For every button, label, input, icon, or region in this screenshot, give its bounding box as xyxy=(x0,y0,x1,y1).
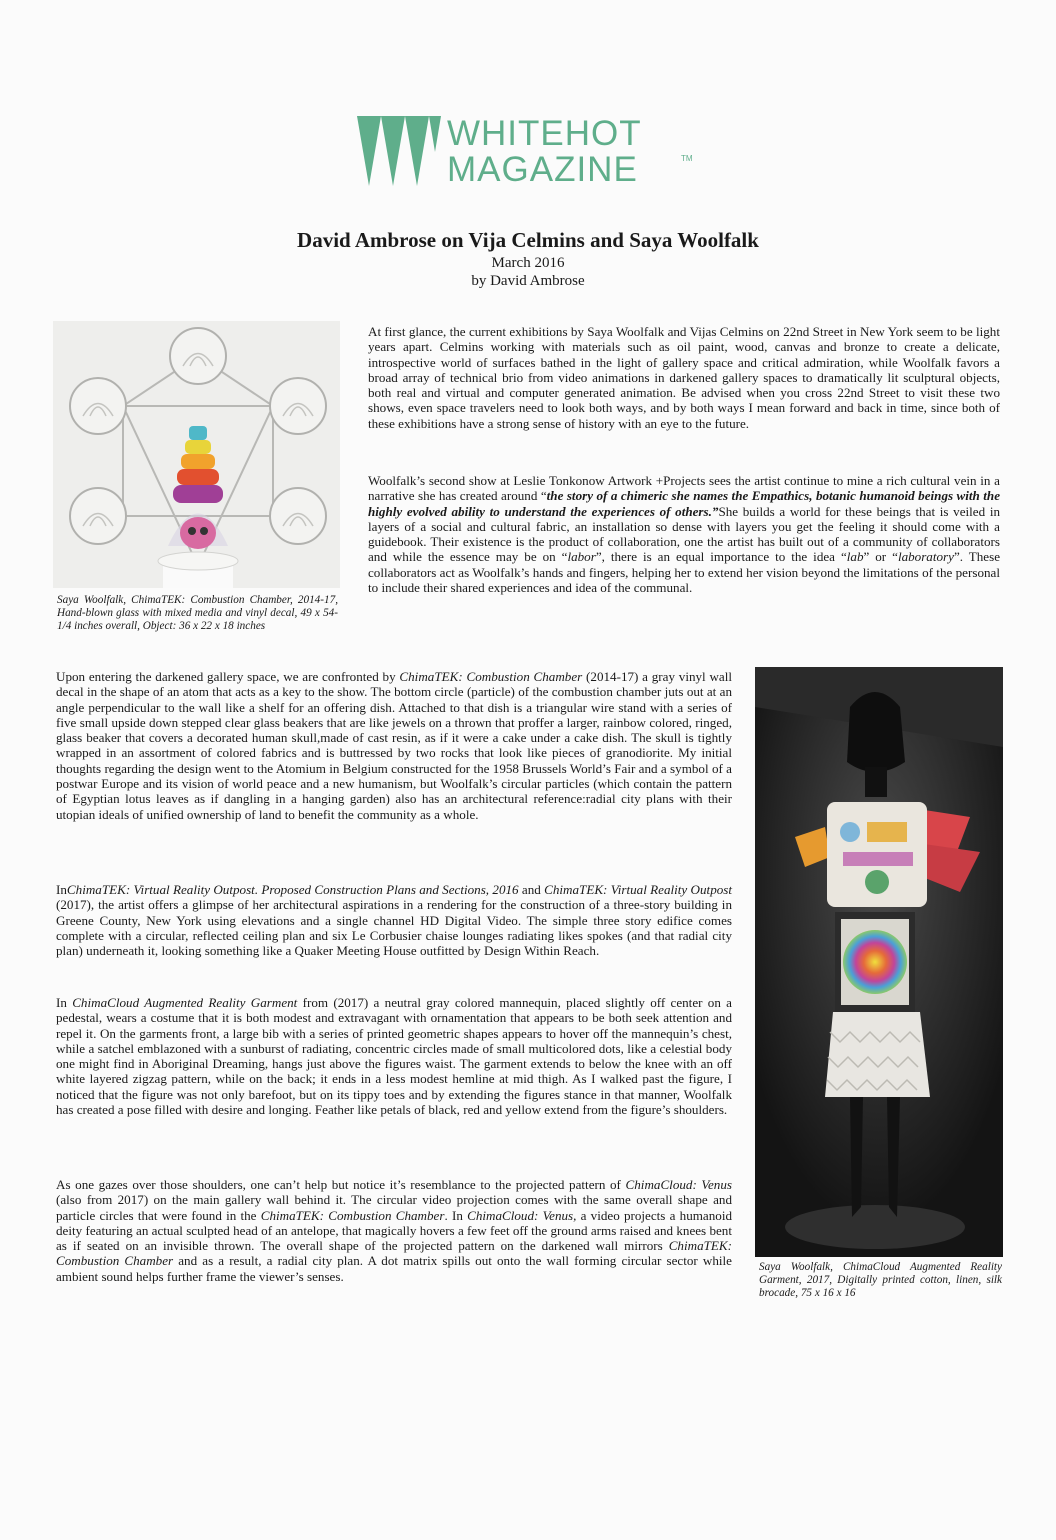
p3-text: Upon entering the darkened gallery space, we are confronted by xyxy=(56,669,400,684)
p6-work-title: ChimaCloud: Venus xyxy=(625,1177,732,1192)
p6-text: (also from 2017) on the main gallery wall behind it. The circular video projection comes with the same overall shape and particle circles that were found in the xyxy=(56,1192,732,1223)
p6-text: and as a result, a radial city plan. A dot matrix spills out onto the wall forming circular sector while ambient sound helps further frame the viewer’s senses. xyxy=(56,1253,732,1284)
p6-work-title: ChimaTEK: Combustion Chamber xyxy=(56,1238,732,1269)
p3-work-title: ChimaTEK: Combustion Chamber xyxy=(399,669,583,684)
p2-term-laboratory: laboratory xyxy=(897,549,954,565)
paragraph-1: At first glance, the current exhibitions by Saya Woolfalk and Vijas Celmins on 22nd Street in New York seem to be light years apart. Celmins working with materials such as oil paint, wood, canvas and bronze to create a delicate, introspective world of surfaces bathed in the light of gallery space and critical admiration, while Woolfalk favors a broad array of technical brio from video animations in darkened gallery spaces to dramatically lit sculptural objects, both real and virtual and computer generated animation. Be advised when you cross 22nd Street to visit these two shows, even space travelers need to look both ways, and by both ways I mean forward and back in time, since both of these exhibitions have a strong sense of history with an eye to the future. xyxy=(368,324,1000,431)
p4-work-title: ChimaTEK: Virtual Reality Outpost xyxy=(544,882,733,897)
p6-work-title: ChimaTEK: Combustion Chamber xyxy=(260,1207,445,1223)
logo-mark-icon xyxy=(355,112,445,188)
p2-text: ”. These collaborators act as Woolfalk’s hands and fingers, helping her to extend her vision beyond the limitations of the personal to include their shared experiences and idea of the communal. xyxy=(368,549,1001,596)
p2-term-labor: labor xyxy=(567,549,596,565)
p4-text: and xyxy=(518,882,545,897)
p2-text: ”, there is an equal importance to the idea “ xyxy=(595,549,847,565)
p4-text: (2017), the artist offers a glimpse of her architectural aspirations in a rendering for the construction of a three-story building in Greene County, New York using elevations and a single channel HD Digital Video. The simple three story edifice comes complete with a circular, reflected ceiling plan and six Le Corbusier chaise lounges radiating likes spokes (and that radial city plan) underneath it, looking something like a Quaker Meeting House outfitted by Design Within Reach. xyxy=(56,897,732,959)
magazine-logo[interactable] xyxy=(355,112,695,192)
caption-combustion-chamber: Saya Woolfalk, ChimaTEK: Combustion Chamber, 2014-17, Hand-blown glass with mixed media and vinyl decal, 49 x 54-1/4 inches overall, Object: 36 x 22 x 18 inches xyxy=(57,594,338,633)
p2-text: ” or “ xyxy=(863,549,898,565)
caption-augmented-reality-garment: Saya Woolfalk, ChimaCloud Augmented Reality Garment, 2017, Digitally printed cotton, linen, silk brocade, 75 x 16 x 16 xyxy=(759,1261,1002,1300)
paragraph-2 xyxy=(368,473,1000,595)
p6-text: As one gazes over those shoulders, one can’t help but notice it’s resemblance to the projected pattern of xyxy=(56,1177,626,1192)
article-title: David Ambrose on Vija Celmins and Saya Woolfalk xyxy=(297,228,759,252)
p6-work-title: ChimaCloud: Venus, xyxy=(467,1207,577,1223)
logo-trademark: TM xyxy=(681,154,693,163)
p5-text: In xyxy=(56,995,73,1010)
p2-quote: the story of a chimeric she names the Empathics, botanic humanoid beings with the highly evolved ability to understand the experiences of others.” xyxy=(368,488,1001,519)
p6-text: a video projects a humanoid deity featuring an actual sculpted head of an antelope, that magically hovers a few feet off the ground arms raised and knees bent as if seated on an invisible thrown. The overall shape of the projected pattern on the darkened wall mirrors xyxy=(56,1207,733,1254)
article-header xyxy=(0,226,1056,290)
logo-word-magazine: MAGAZINE xyxy=(447,150,638,189)
artwork-image-augmented-reality-garment xyxy=(755,667,1003,1257)
article-byline: by David Ambrose xyxy=(471,273,585,289)
p5-work-title: ChimaCloud Augmented Reality Garment xyxy=(72,995,298,1010)
p2-text: Woolfalk’s second show at Leslie Tonkonow Artwork +Projects sees the artist continue to mine a rich cultural vein in a narrative she has created around “ xyxy=(368,473,1000,504)
artwork-image-combustion-chamber xyxy=(53,321,340,588)
p2-term-lab: lab xyxy=(846,549,864,565)
logo-word-whitehot: WHITEHOT xyxy=(447,114,642,153)
p6-text: . In xyxy=(444,1207,468,1223)
p3-text: (2014-17) a gray vinyl wall decal in the shape of an atom that acts as a key to the show. The bottom circle (particle) of the combustion chamber juts out at an angle perpendicular to the wall like a shelf for an offering dish. Attached to that dish is a triangular wire stand with a series of five small upside down stepped clear glass beakers that are like jewels on a thrown that proffer a larger, rainbow colored, ringed, glass beaker that covers a decorated human skull,made of cast resin, as if it were a cake under a cake dish. The skull is tightly wrapped in an assortment of colored fabrics and is buttressed by two rocks that look like pieces of granodiorite. My initial thoughts regarding the design went to the Atomium in Belgium constructed for the 1958 Brussels World’s Fair and a symbol of a postwar Europe and its vision of world peace and a new humanism, but Woolfalk’s circular particles (which contain the pattern of Egyptian lotus leaves as if dangling in a hanging garden) also has an architectural reference:radial city plans with their utopian ideals of unified ownership of land to benefit the community as a whole. xyxy=(56,669,732,822)
p2-text: She builds a world for these beings that is veiled in layers of a social and cultural fabric, an installation so dense with layers you get the feeling it should come with a guidebook. Their existence is the product of collaboration, one the artist has built out of a community of collaborators and while the essence may be on “ xyxy=(368,503,1000,565)
paragraph-3 xyxy=(56,669,732,822)
p5-text: from (2017) a neutral gray colored mannequin, placed slightly off center on a pedestal, wears a costume that it is both modest and extravagant with ornamentation that appears to be both seek attention and repel it. On the garments front, a large bib with a series of printed geometric shapes appears to hover off the mannequin’s chest, while a satchel emblazoned with a sunburst of radiating, concentric circles made of small multicolored dots, like a celestial body one might find in Aboriginal Dreaming, hangs just above the figures waist. The garment extends to below the knee with an off white layered zigzag pattern, while on the back; it ends in a less modest hemline at mid thigh. As I walked past the figure, I noticed that the figure was not only barefoot, but on its tippy toes and by extending the figures stance in that manner, Woolfalk has created a pose filled with desire and longing. Feather like petals of black, red and yellow extend from the figure’s shoulders. xyxy=(56,995,732,1118)
p4-text: In xyxy=(56,882,67,897)
article-date: March 2016 xyxy=(491,255,565,271)
paragraph-6 xyxy=(56,1177,732,1284)
paragraph-4 xyxy=(56,882,732,958)
p4-work-title: ChimaTEK: Virtual Reality Outpost. Proposed Construction Plans and Sections, 2016 xyxy=(66,882,519,897)
paragraph-5 xyxy=(56,995,732,1117)
